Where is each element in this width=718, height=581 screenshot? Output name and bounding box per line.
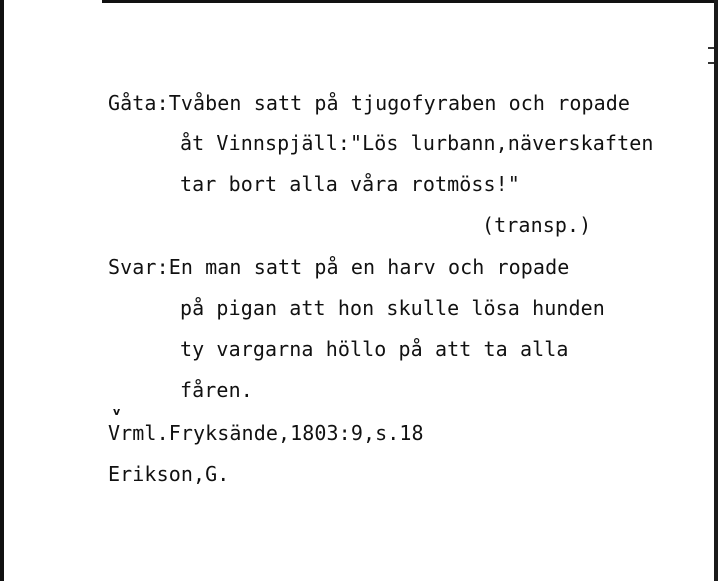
source-reference: Vrml.Fryksände,1803:9,s.18 xyxy=(108,421,424,445)
riddle-note: (transp.) xyxy=(482,213,592,237)
card-edge-top xyxy=(102,0,718,3)
check-mark: v xyxy=(113,405,121,418)
answer-line-2: på pigan att hon skulle lösa hunden xyxy=(180,296,605,320)
card-edge-left xyxy=(0,0,4,581)
card-edge-right xyxy=(714,0,718,581)
answer-line-3: ty vargarna höllo på att ta alla xyxy=(180,337,569,361)
riddle-line-1: Gåta:Tvåben satt på tjugofyraben och ropade xyxy=(108,91,631,115)
riddle-line-2: åt Vinnspjäll:"Lös lurbann,näverskaften xyxy=(180,131,654,155)
riddle-line-3: tar bort alla våra rotmöss!" xyxy=(180,172,520,196)
edge-mark xyxy=(708,47,714,49)
collector-name: Erikson,G. xyxy=(108,462,230,486)
edge-mark xyxy=(708,62,714,64)
answer-line-1: Svar:En man satt på en harv och ropade xyxy=(108,255,570,279)
answer-line-4: fåren. xyxy=(180,378,253,402)
